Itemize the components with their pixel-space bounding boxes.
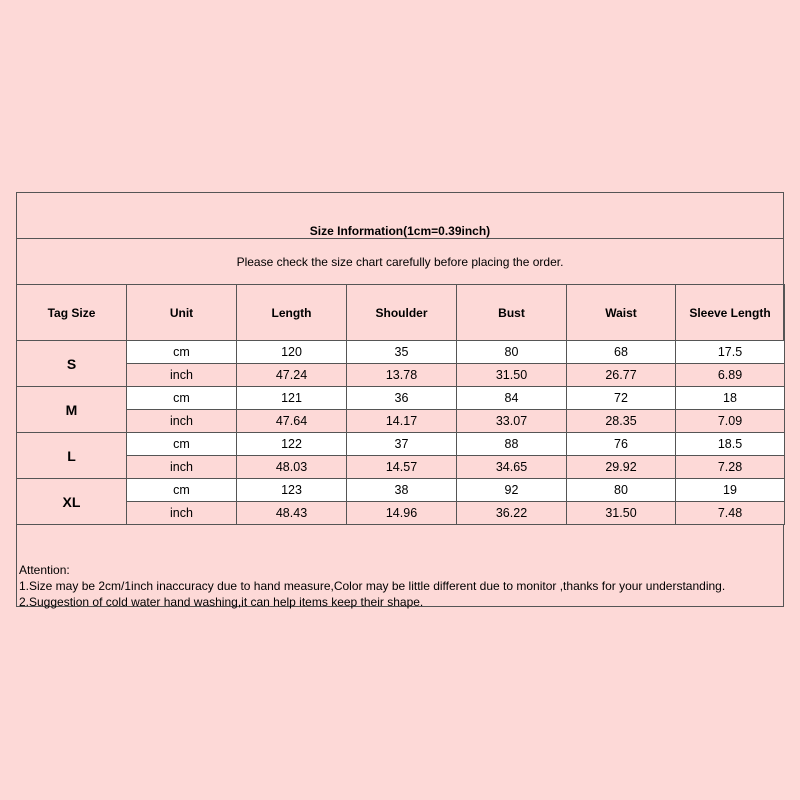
unit-cell: cm	[127, 341, 237, 364]
unit-cell: cm	[127, 433, 237, 456]
unit-cell: inch	[127, 502, 237, 525]
tag-size-cell: M	[17, 387, 127, 433]
header-unit: Unit	[127, 285, 237, 341]
sleeve-length-cell: 18	[676, 387, 785, 410]
table-row	[17, 502, 785, 525]
sleeve-length-cell: 7.09	[676, 410, 785, 433]
size-chart-title: Size Information(1cm=0.39inch)	[309, 224, 491, 238]
shoulder-cell: 14.96	[347, 502, 457, 525]
bust-cell: 31.50	[457, 364, 567, 387]
attention-notes	[19, 562, 725, 610]
shoulder-cell: 35	[347, 341, 457, 364]
table-row	[17, 410, 785, 433]
header-sleeve-length: Sleeve Length	[676, 285, 785, 341]
bust-cell: 92	[457, 479, 567, 502]
size-table	[16, 284, 785, 525]
bust-cell: 88	[457, 433, 567, 456]
waist-cell: 26.77	[567, 364, 676, 387]
length-cell: 123	[237, 479, 347, 502]
waist-cell: 29.92	[567, 456, 676, 479]
notice-text: Please check the size chart carefully before placing the order.	[236, 254, 564, 269]
unit-cell: inch	[127, 456, 237, 479]
length-cell: 48.03	[237, 456, 347, 479]
table-row	[17, 433, 785, 456]
size-chart-sheet	[16, 192, 784, 607]
tag-size-cell: XL	[17, 479, 127, 525]
header-length: Length	[237, 285, 347, 341]
shoulder-cell: 14.17	[347, 410, 457, 433]
length-cell: 120	[237, 341, 347, 364]
sleeve-length-cell: 18.5	[676, 433, 785, 456]
title-row	[17, 193, 783, 239]
shoulder-cell: 37	[347, 433, 457, 456]
length-cell: 48.43	[237, 502, 347, 525]
sleeve-length-cell: 7.48	[676, 502, 785, 525]
table-row	[17, 479, 785, 502]
shoulder-cell: 36	[347, 387, 457, 410]
length-cell: 47.24	[237, 364, 347, 387]
sleeve-length-cell: 19	[676, 479, 785, 502]
tag-size-cell: S	[17, 341, 127, 387]
waist-cell: 28.35	[567, 410, 676, 433]
attention-line: 1.Size may be 2cm/1inch inaccuracy due to hand measure,Color may be little different due to monitor ,thanks for your understanding.	[19, 579, 726, 593]
unit-cell: cm	[127, 387, 237, 410]
table-row	[17, 387, 785, 410]
header-row	[17, 285, 785, 341]
waist-cell: 76	[567, 433, 676, 456]
header-waist: Waist	[567, 285, 676, 341]
tag-size-cell: L	[17, 433, 127, 479]
attention-line: 2.Suggestion of cold water hand washing,it can help items keep their shape.	[19, 595, 424, 609]
shoulder-cell: 13.78	[347, 364, 457, 387]
length-cell: 47.64	[237, 410, 347, 433]
header-shoulder: Shoulder	[347, 285, 457, 341]
bust-cell: 34.65	[457, 456, 567, 479]
sleeve-length-cell: 17.5	[676, 341, 785, 364]
table-row	[17, 364, 785, 387]
bust-cell: 36.22	[457, 502, 567, 525]
waist-cell: 31.50	[567, 502, 676, 525]
sleeve-length-cell: 7.28	[676, 456, 785, 479]
header-bust: Bust	[457, 285, 567, 341]
unit-cell: inch	[127, 364, 237, 387]
waist-cell: 68	[567, 341, 676, 364]
shoulder-cell: 14.57	[347, 456, 457, 479]
bust-cell: 84	[457, 387, 567, 410]
shoulder-cell: 38	[347, 479, 457, 502]
bust-cell: 33.07	[457, 410, 567, 433]
table-row	[17, 456, 785, 479]
table-row	[17, 341, 785, 364]
notice-row	[17, 239, 783, 285]
length-cell: 122	[237, 433, 347, 456]
sleeve-length-cell: 6.89	[676, 364, 785, 387]
waist-cell: 80	[567, 479, 676, 502]
header-tag-size: Tag Size	[17, 285, 127, 341]
unit-cell: inch	[127, 410, 237, 433]
attention-heading: Attention:	[19, 563, 70, 577]
bust-cell: 80	[457, 341, 567, 364]
waist-cell: 72	[567, 387, 676, 410]
length-cell: 121	[237, 387, 347, 410]
unit-cell: cm	[127, 479, 237, 502]
